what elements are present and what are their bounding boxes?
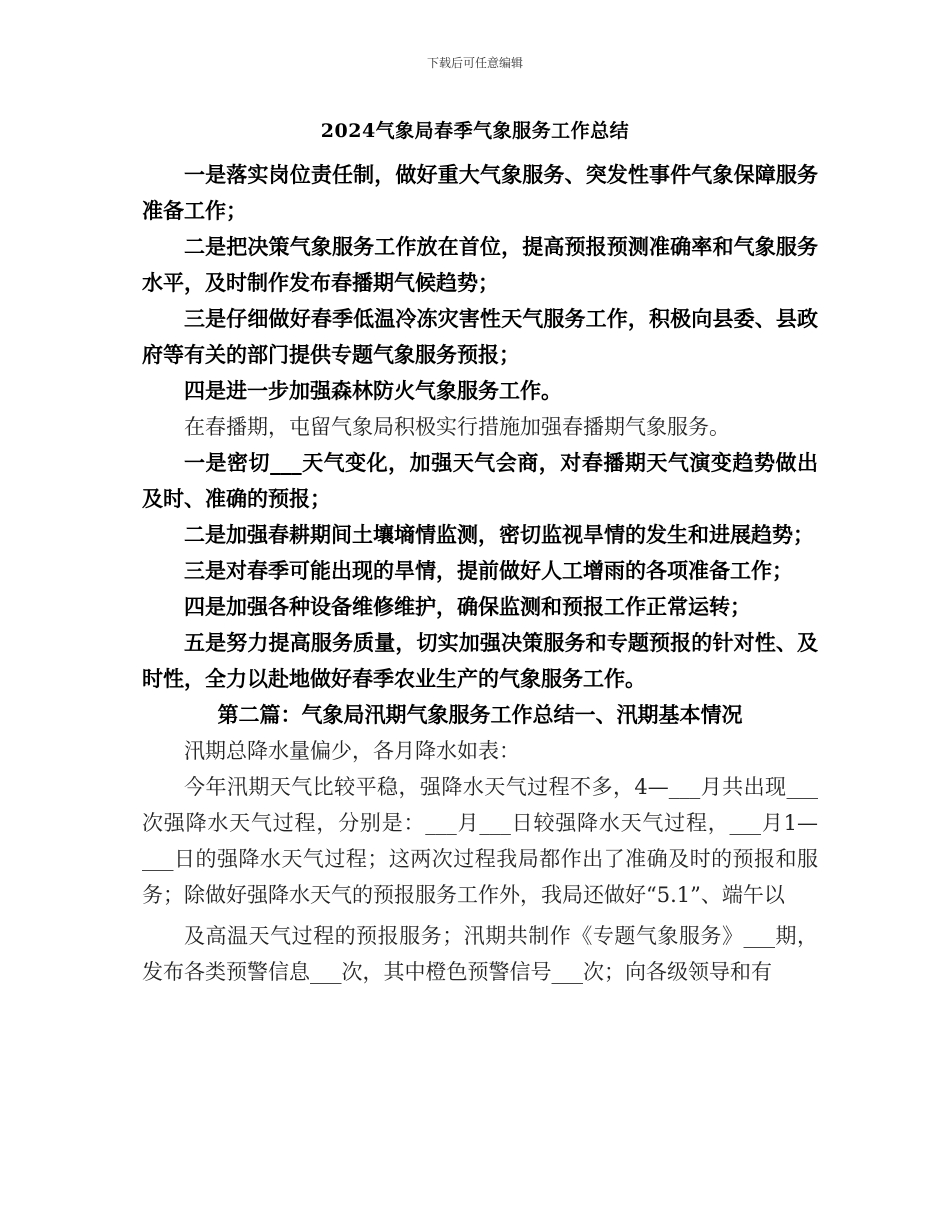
paragraph: 四是加强各种设备维修维护，确保监测和预报工作正常运转； bbox=[184, 594, 751, 619]
paragraph: 四是进一步加强森林防火气象服务工作。 bbox=[184, 378, 562, 403]
paragraph: 在春播期，屯留气象局积极实行措施加强春播期气象服务。 bbox=[184, 415, 730, 439]
paragraph: 二是加强春耕期间土壤墒情监测，密切监视旱情的发生和进展趋势； bbox=[184, 522, 814, 547]
paragraph: 今年汛期天气比较平稳，强降水天气过程不多，4—___月共出现___次强降水天气过程，分别是：___月___日较强降水天气过程，___月1—___日的强降水天气过程；这两次过程我局都作出了准确及时的预报和服务；除做好强降水天气的预报服务工作外，我局还做好“5.1”、端午以 bbox=[142, 775, 818, 907]
paragraph: 三是对春季可能出现的旱情，提前做好人工增雨的各项准备工作； bbox=[184, 558, 793, 583]
document-title: 2024气象局春季气象服务工作总结 bbox=[320, 120, 630, 142]
paragraph: 二是把决策气象服务工作放在首位，提高预报预测准确率和气象服务水平，及时制作发布春播期气候趋势； bbox=[142, 234, 818, 295]
paragraph: 五是努力提高服务质量，切实加强决策服务和专题预报的针对性、及时性，全力以赴地做好春季农业生产的气象服务工作。 bbox=[142, 630, 818, 691]
header-note: 下载后可任意编辑 bbox=[426, 56, 523, 70]
paragraph: 汛期总降水量偏少，各月降水如表： bbox=[184, 739, 520, 763]
paragraph: 及高温天气过程的预报服务；汛期共制作《专题气象服务》___期，发布各类预警信息___次，其中橙色预警信号___次；向各级领导和有 bbox=[142, 924, 818, 984]
paragraph: 一是密切___天气变化，加强天气会商，对春播期天气演变趋势做出及时、准确的预报； bbox=[142, 450, 818, 511]
paragraph: 三是仔细做好春季低温冷冻灾害性天气服务工作，积极向县委、县政府等有关的部门提供专题气象服务预报； bbox=[142, 306, 818, 367]
paragraph: 一是落实岗位责任制，做好重大气象服务、突发性事件气象保障服务准备工作； bbox=[142, 162, 818, 223]
section-heading: 第二篇：气象局汛期气象服务工作总结一、汛期基本情况 bbox=[217, 702, 743, 727]
document-body bbox=[142, 157, 818, 990]
